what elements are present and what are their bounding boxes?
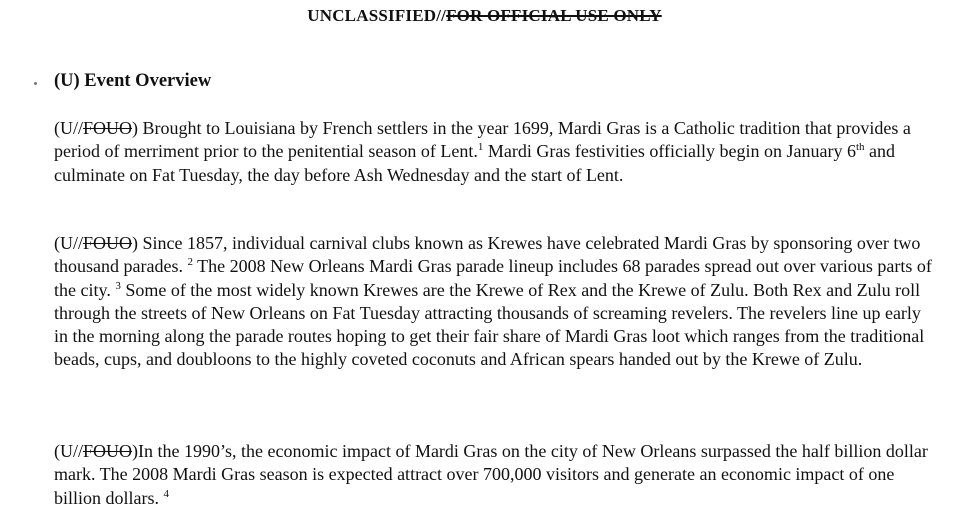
paragraph-1 bbox=[54, 117, 934, 187]
classification-banner bbox=[0, 6, 969, 26]
paragraph-2-text-b: The 2008 New Orleans Mardi Gras parade lineup includes 68 parades spread out over various parts of the city. bbox=[54, 256, 932, 300]
paragraph-1-text-c: and culminate on Fat Tuesday, the day before Ash Wednesday and the start of Lent. bbox=[54, 141, 896, 185]
footnote-ref-1: 1 bbox=[477, 141, 484, 154]
paragraph-2 bbox=[54, 232, 934, 372]
paragraph-2-text-a: Since 1857, individual carnival clubs known as Krewes have celebrated Mardi Gras by sponsoring over two thousand parades. bbox=[54, 233, 921, 277]
portion-marking: (U//FOUO) bbox=[54, 118, 139, 138]
portion-marking: (U//FOUO) bbox=[54, 233, 139, 253]
footnote-ref-4: 4 bbox=[163, 487, 169, 500]
portion-marking: (U//FOUO) bbox=[54, 441, 139, 461]
struck-caveat: FOR OFFICIAL USE ONLY bbox=[446, 6, 662, 25]
footnote-ref-3: 3 bbox=[115, 279, 121, 292]
ordinal-suffix: th bbox=[855, 141, 865, 154]
margin-dot bbox=[34, 82, 37, 85]
paragraph-3 bbox=[54, 440, 934, 510]
footnote-ref-2: 2 bbox=[187, 256, 193, 269]
paragraph-2-text-c: Some of the most widely known Krewes are the Krewe of Rex and the Krewe of Zulu. Both Rex and Zulu roll through the streets of New Orleans on Fat Tuesday attracting thousands of screaming revelers. The revelers line up early in the morning along the parade routes hoping to get their fair share of Mardi Gras loot which ranges from the traditional beads, cups, and doubloons to the highly coveted coconuts and African spears handed out by the Krewe of Zulu. bbox=[54, 279, 925, 370]
paragraph-3-text-a: In the 1990’s, the economic impact of Mardi Gras on the city of New Orleans surpassed the half billion dollar mark. The 2008 Mardi Gras season is expected attract over 700,000 visitors and generate an economic impact of one billion dollars. bbox=[54, 441, 928, 508]
paragraph-1-text-b: Mardi Gras festivities officially begin on January 6 bbox=[483, 141, 856, 162]
classification-level: UNCLASSIFIED// bbox=[307, 6, 447, 25]
section-heading: (U) Event Overview bbox=[54, 71, 212, 91]
paragraph-1-text-a: Brought to Louisiana by French settlers in the year 1699, Mardi Gras is a Catholic tradition that provides a period of merriment prior to the penitential season of Lent. bbox=[54, 118, 911, 162]
